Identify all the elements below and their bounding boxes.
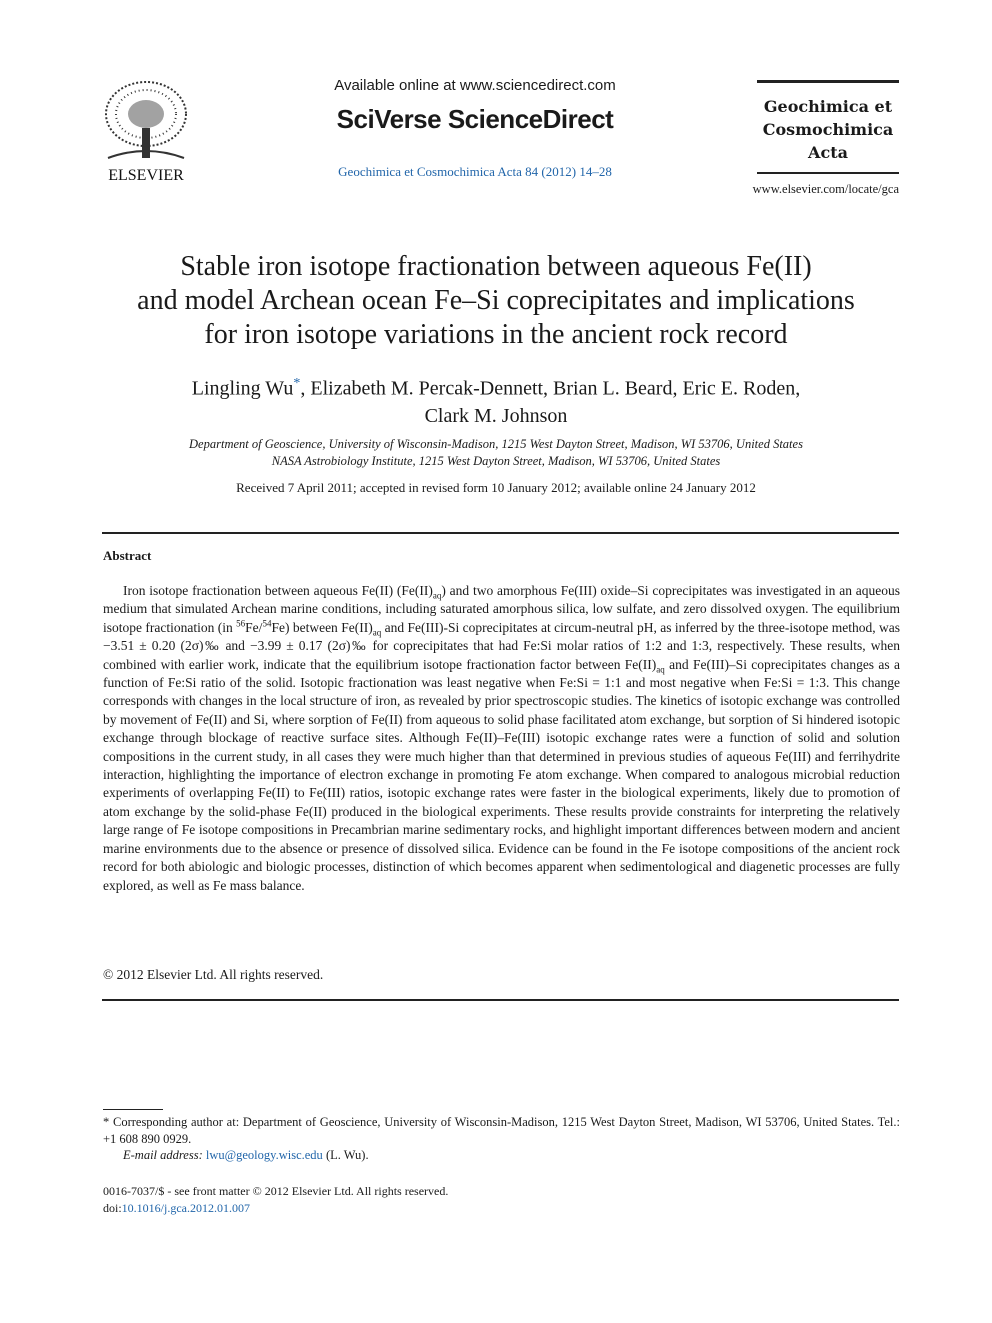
corresponding-author-note: * Corresponding author at: Department of Geoscience, University of Wisconsin-Madison, 1215 West Dayton Street, Madison, WI 53706, United States. Tel.: +1 608 890 0929. — [103, 1115, 900, 1146]
author-names-line2: Clark M. Johnson — [424, 404, 568, 427]
elsevier-logo — [98, 78, 194, 184]
email-suffix: (L. Wu). — [322, 1148, 369, 1162]
copyright-notice: © 2012 Elsevier Ltd. All rights reserved. — [103, 967, 324, 982]
email-label: E-mail address: — [123, 1148, 203, 1162]
corresponding-author-mark[interactable]: * — [293, 376, 301, 391]
article-title — [60, 250, 932, 352]
journal-top-rule — [757, 80, 899, 83]
abstract-heading: Abstract — [103, 548, 152, 563]
email-link[interactable]: lwu@geology.wisc.edu — [205, 1148, 323, 1162]
footnote-rule — [103, 1109, 163, 1110]
publisher-name: ELSEVIER — [108, 167, 184, 184]
journal-title-line1: Geochimica et — [763, 97, 893, 116]
author-list — [80, 370, 912, 430]
elsevier-tree-icon — [98, 78, 194, 184]
doi-line — [103, 1201, 250, 1216]
journal-bottom-rule — [757, 172, 899, 174]
email-line — [123, 1148, 369, 1163]
journal-url[interactable]: www.elsevier.com/locate/gca — [752, 182, 899, 196]
issn-line: 0016-7037/$ - see front matter © 2012 Elsevier Ltd. All rights reserved. — [103, 1184, 449, 1198]
journal-title — [745, 95, 911, 164]
available-online: Available online at www.sciencedirect.com — [334, 77, 616, 94]
divider — [102, 532, 899, 534]
author-name: Lingling Wu — [191, 377, 294, 400]
title-line3: for iron isotope variations in the ancient rock record — [204, 319, 788, 350]
journal-citation[interactable]: Geochimica et Cosmochimica Acta 84 (2012) 14–28 — [338, 164, 612, 179]
doi-label: doi: — [103, 1201, 122, 1215]
journal-title-line3: Acta — [808, 143, 848, 162]
affiliations — [60, 436, 932, 470]
affiliation: NASA Astrobiology Institute, 1215 West Dayton Street, Madison, WI 53706, United States — [271, 454, 721, 468]
abstract-text: Iron isotope fractionation between aqueous Fe(II) $(Fe(II)_{aq})$ and two amorphous Fe(III) oxide–Si coprecipitates was investigated in an aqueous medium that simulated Archean marine conditions, including saturated amorphous silica, low sulfate, and zero dissolved oxygen. The equilibrium isotope fractionation (in $^{56}$Fe/$^{54}$Fe) between $Fe(II)_{aq}$ and Fe(III)-Si coprecipitates at circum-neutral pH, as inferred by the three-isotope method, was −3.51 ± 0.20 (2σ)‰ and −3.99 ± 0.17 (2σ)‰ for coprecipitates that had Fe:Si molar ratios of 1:2 and 1:3, respectively. These results, when combined with earlier work, indicate that the equilibrium isotope fractionation factor between $Fe(II)_{aq}$ and Fe(III)–Si coprecipitates changes as a function of Fe:Si ratio of the solid. Isotopic fractionation was least negative when Fe:Si = 1:1 and most negative when Fe:Si = 1:3. This change corresponds with changes in the local structure of iron, as revealed by prior spectroscopic studies. The kinetics of isotopic exchange was controlled by movement of Fe(II) and Si, where sorption of Fe(II) from aqueous to solid phase facilitated atom exchange, but sorption of Si hindered isotopic exchange through blockage of reactive surface sites. Although Fe(II)–Fe(III) isotopic exchange rates were a function of solid and solution compositions in the current study, in all cases they were much higher than that determined in previous studies of aqueous Fe(III) and ferrihydrite interaction, highlighting the importance of electron exchange in promoting Fe atom exchange. When compared to analogous microbial reduction experiments of overlapping Fe(II) to Fe(III) ratios, isotopic exchange rates were faster in the biological experiments, likely due to promotion of atom exchange by the solid-phase Fe(II) produced in the biological experiments. These results provide constraints for interpreting the relatively large range of Fe isotope compositions in Precambrian marine sedimentary rocks, and highlight important differences between modern and ancient marine environments due to the absence or presence of dissolved silica. Evidence can be found in the Fe isotope compositions of the ancient rock record for both abiologic and biologic processes, distinction of which becomes apparent when sedimentological and diagenetic processes are fully explored, as well as Fe mass balance. — [103, 583, 900, 893]
title-line1: Stable iron isotope fractionation between aqueous Fe(II) — [180, 251, 812, 282]
platform-name: SciVerse ScienceDirect — [336, 104, 614, 134]
journal-title-line2: Cosmochimica — [762, 120, 894, 139]
author-names: , Elizabeth M. Percak-Dennett, Brian L. Beard, Eric E. Roden, — [300, 377, 801, 400]
article-dates: Received 7 April 2011; accepted in revised form 10 January 2012; available online 24 January 2012 — [236, 480, 756, 495]
doi-link[interactable]: 10.1016/j.gca.2012.01.007 — [121, 1201, 250, 1215]
title-line2: and model Archean ocean Fe–Si coprecipitates and implications — [137, 285, 855, 316]
affiliation: Department of Geoscience, University of Wisconsin-Madison, 1215 West Dayton Street, Madison, WI 53706, United States — [189, 437, 803, 451]
divider — [102, 999, 899, 1001]
